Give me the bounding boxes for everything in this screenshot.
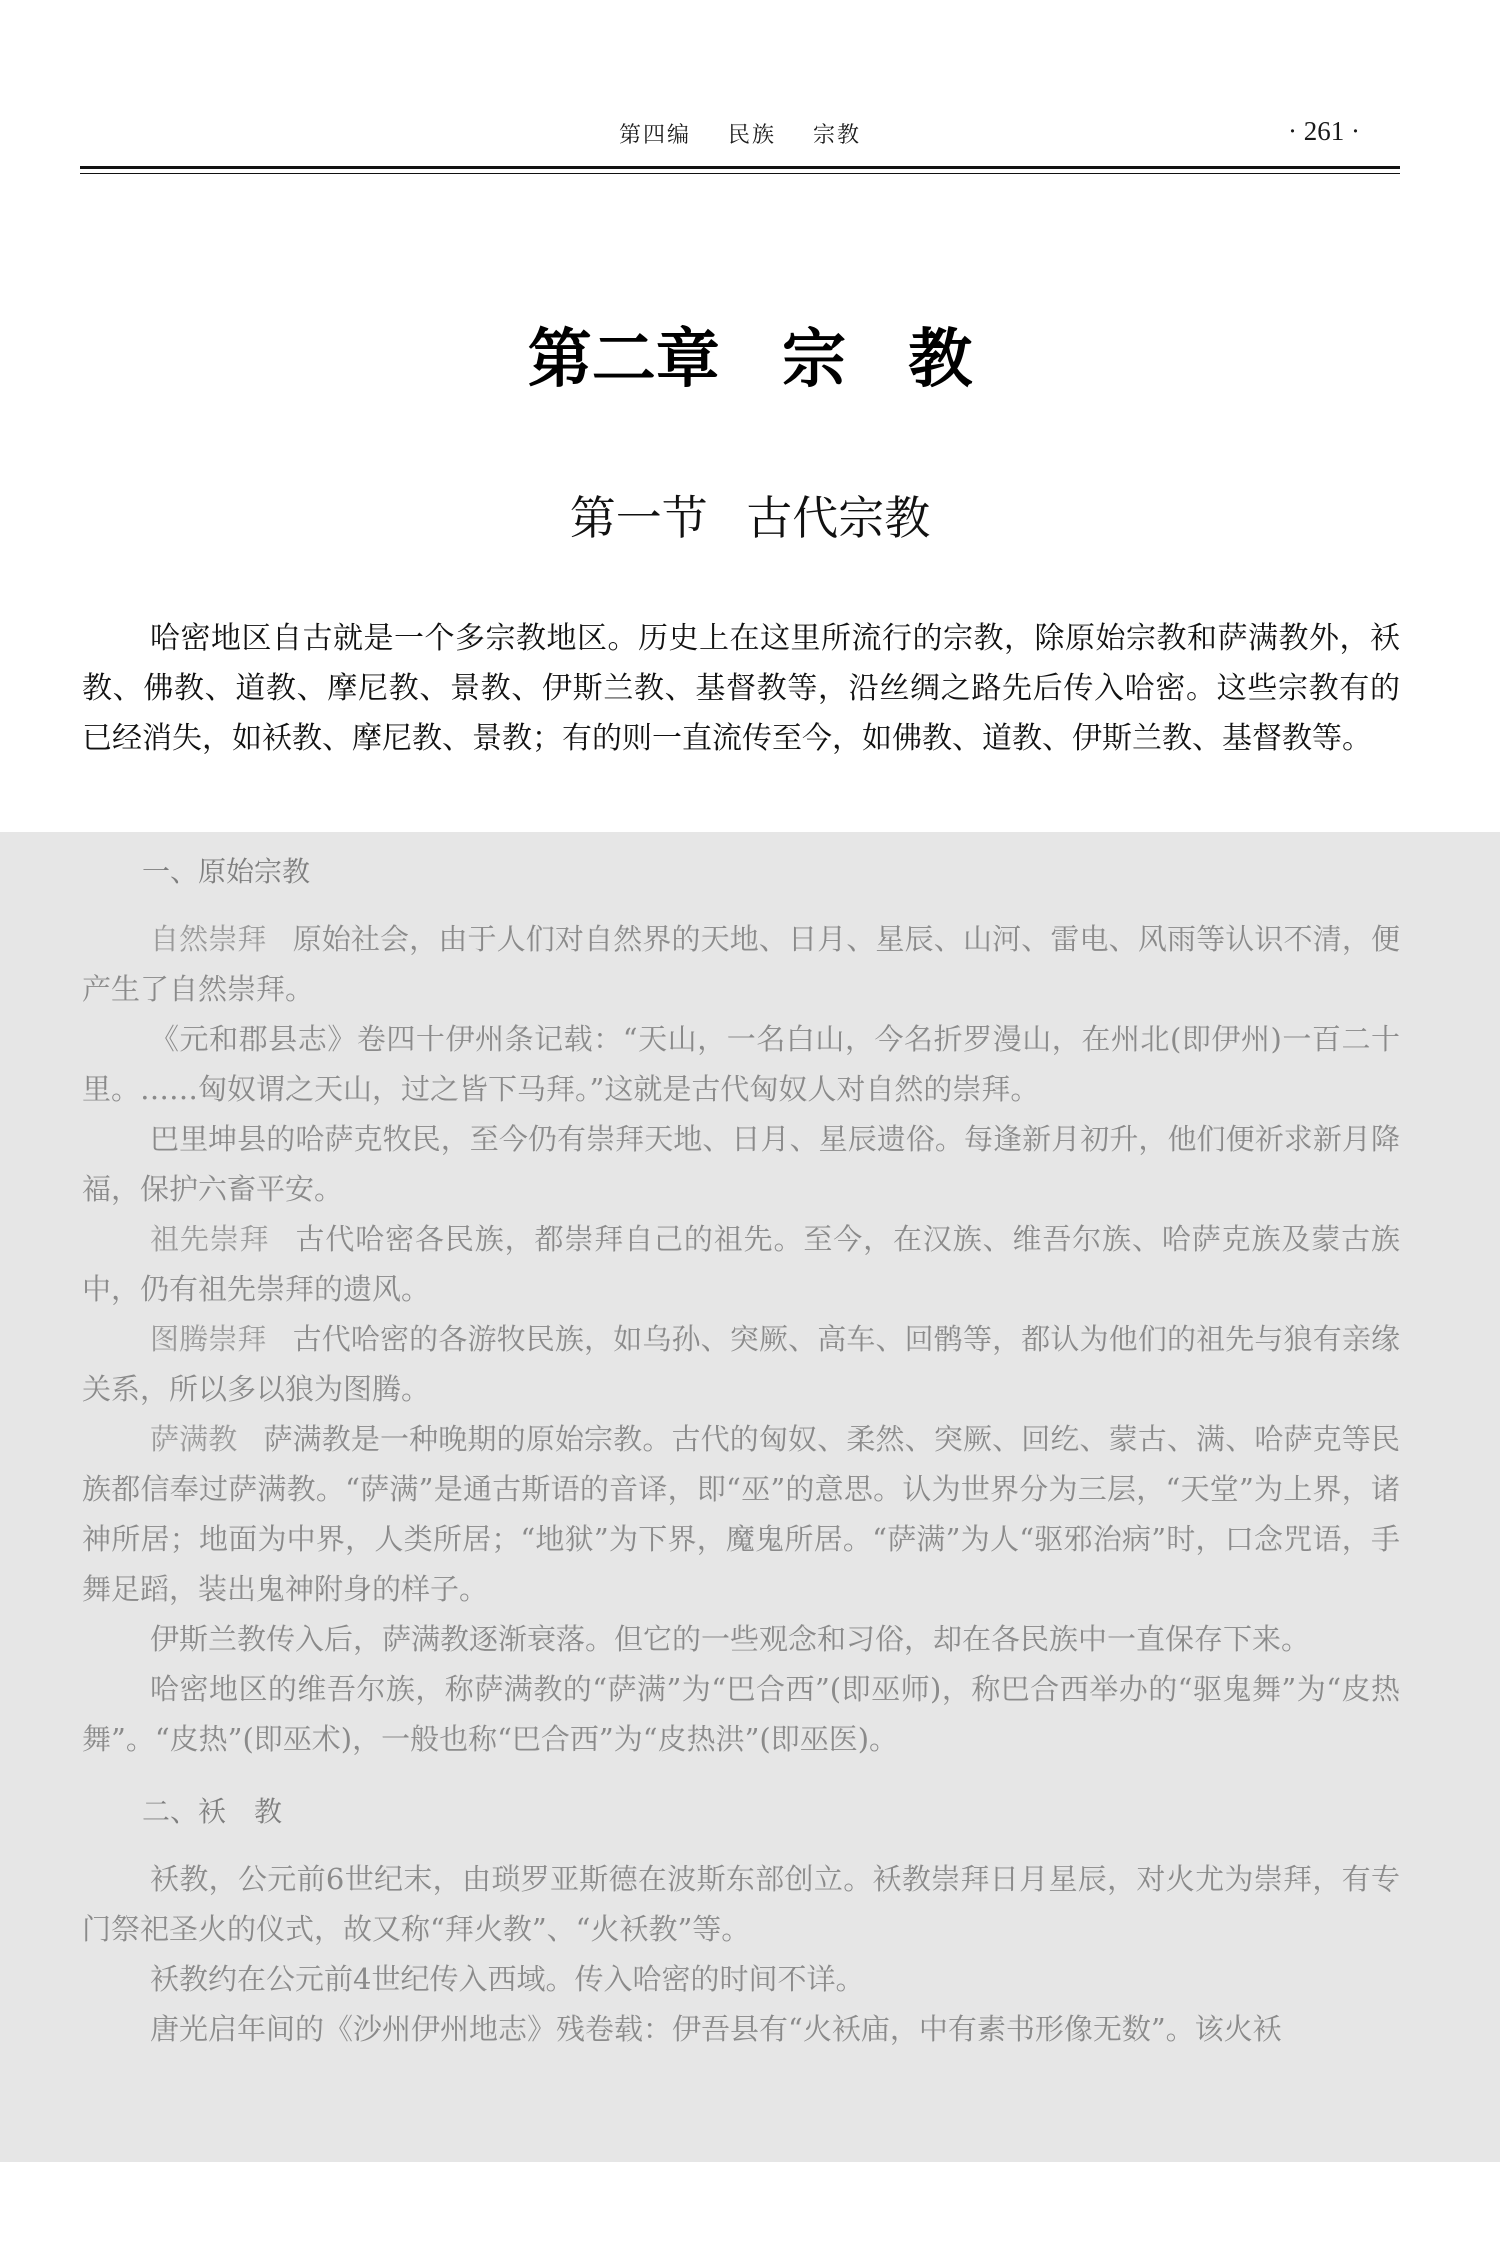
header-section: 民族 xyxy=(727,123,776,148)
intro-paragraph: 哈密地区自古就是一个多宗教地区。历史上在这里所流行的宗教，除原始宗教和萨满教外，袄教、佛教、道教、摩尼教、景教、伊斯兰教、基督教等，沿丝绸之路先后传入哈密。这些宗教有的已经消失，如袄教、摩尼教、景教；有的则一直流传至今，如佛教、道教、伊斯兰教、基督教等。 xyxy=(82,621,1400,756)
section-title: 第一节 古代宗教 xyxy=(569,491,931,545)
text-nature-worship: 原始社会，由于人们对自然界的天地、日月、星辰、山河、雷电、风雨等认识不清，便产生了自然崇拜。 xyxy=(82,922,1400,1006)
paragraph-yuanhe: 《元和郡县志》卷四十伊州条记载：“天山，一名白山，今名折罗漫山，在州北(即伊州)一百二十里。……匈奴谓之天山，过之皆下马拜。”这就是古代匈奴人对自然的崇拜。 xyxy=(82,1022,1400,1106)
text-shamanism: 萨满教是一种晚期的原始宗教。古代的匈奴、柔然、突厥、回纥、蒙古、满、哈萨克等民族都信奉过萨满教。“萨满”是通古斯语的音译，即“巫”的意思。认为世界分为三层，“天堂”为上界，诸神所居；地面为中界，人类所居；“地狱”为下界，魔鬼所居。“萨满”为人“驱邪治病”时，口念咒语，手舞足蹈，装出鬼神附身的样子。 xyxy=(82,1422,1400,1606)
paragraph-zoroastrianism-origin: 袄教，公元前6世纪末，由琐罗亚斯德在波斯东部创立。袄教崇拜日月星辰，对火尤为崇拜，有专门祭祀圣火的仪式，故又称“拜火教”、“火袄教”等。 xyxy=(82,1862,1400,1946)
chapter-title: 第二章 宗 教 xyxy=(527,323,973,397)
header-section-label xyxy=(80,118,1400,149)
faded-content xyxy=(82,832,1400,2054)
lead-ancestor-worship: 祖先崇拜 xyxy=(150,1222,270,1256)
header-subsection: 宗教 xyxy=(813,123,862,148)
text-ancestor-worship: 古代哈密各民族，都崇拜自己的祖先。至今，在汉族、维吾尔族、哈萨克族及蒙古族中，仍有祖先崇拜的遗风。 xyxy=(82,1222,1400,1306)
faded-text-region xyxy=(0,832,1500,2162)
header-part: 第四编 xyxy=(618,123,691,148)
paragraph-barkol: 巴里坤县的哈萨克牧民，至今仍有崇拜天地、日月、星辰遗俗。每逢新月初升，他们便祈求新月降福，保护六畜平安。 xyxy=(82,1122,1400,1206)
paragraph-nature-worship xyxy=(82,914,1400,1014)
header-rule-thick xyxy=(80,166,1400,169)
paragraph-totem-worship xyxy=(82,1314,1400,1414)
header-rule-thin xyxy=(80,173,1400,174)
text-totem-worship: 古代哈密的各游牧民族，如乌孙、突厥、高车、回鹘等，都认为他们的祖先与狼有亲缘关系，所以多以狼为图腾。 xyxy=(82,1322,1400,1406)
part2-heading: 二、袄 教 xyxy=(142,1795,283,1828)
paragraph-zoroastrianism-spread: 袄教约在公元前4世纪传入西域。传入哈密的时间不详。 xyxy=(150,1962,865,1996)
paragraph-shamanism-decline: 伊斯兰教传入后，萨满教逐渐衰落。但它的一些观念和习俗，却在各民族中一直保存下来。 xyxy=(150,1622,1311,1656)
running-header xyxy=(80,118,1400,158)
page-number: · 261 · xyxy=(1288,116,1360,146)
paragraph-zoroastrianism-temple: 唐光启年间的《沙州伊州地志》残卷载：伊吾县有“火袄庙，中有素书形像无数”。该火袄 xyxy=(150,2012,1282,2046)
paragraph-uyghur-shaman: 哈密地区的维吾尔族，称萨满教的“萨满”为“巴合西”(即巫师)，称巴合西举办的“驱鬼舞”为“皮热舞”。“皮热”(即巫术)，一般也称“巴合西”为“皮热洪”(即巫医)。 xyxy=(82,1672,1400,1756)
lead-shamanism: 萨满教 xyxy=(150,1422,238,1456)
lead-nature-worship: 自然崇拜 xyxy=(150,922,267,956)
lead-totem-worship: 图腾崇拜 xyxy=(150,1322,267,1356)
paragraph-shamanism xyxy=(82,1414,1400,1614)
part1-heading: 一、原始宗教 xyxy=(142,855,311,888)
paragraph-ancestor-worship xyxy=(82,1214,1400,1314)
